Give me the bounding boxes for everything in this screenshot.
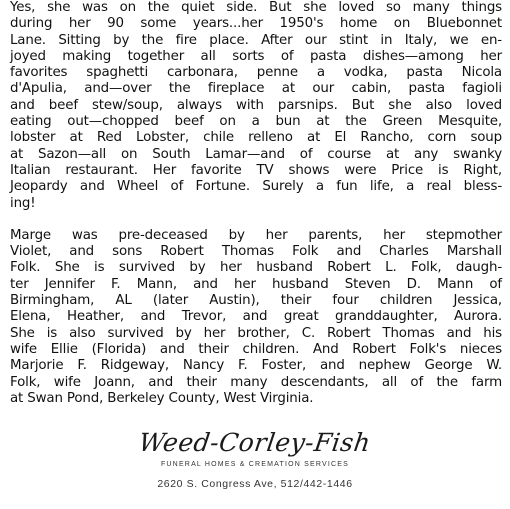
text-line: Birmingham, AL (later Austin), their four children Jessica,	[10, 293, 502, 309]
text-line: ter Jennifer F. Mann, and her husband Steven D. Mann of	[10, 276, 502, 292]
funeral-home-logo: Weed-Corley-Fish	[137, 428, 373, 457]
text-line: Italian restaurant. Her favorite TV shows were Price is Right,	[10, 162, 502, 178]
text-line: Elena, Heather, and Trevor, and great granddaughter, Aurora.	[10, 309, 502, 325]
text-line: Folk, wife Joann, and their many descendants, all of the farm	[10, 374, 502, 390]
text-line: Jeopardy and Wheel of Fortune. Surely a fun life, a real bless-	[10, 179, 502, 195]
text-line: during her 90 some years...her 1950's home on Bluebonnet	[10, 16, 502, 32]
text-line: ing!	[10, 195, 36, 211]
text-line: and beef stew/soup, always with parsnips. But she also loved	[10, 97, 502, 113]
obituary-paragraph-2	[10, 228, 502, 407]
text-line: joyed making together all sorts of pasta dishes—among her	[10, 48, 502, 64]
funeral-home-tagline: FUNERAL HOMES & CREMATION SERVICES	[160, 461, 350, 468]
obituary-text	[10, 0, 502, 407]
text-line: d'Apulia, and—over the fireplace at our cabin, pasta fagioli	[10, 81, 502, 97]
funeral-home-footer	[0, 428, 510, 491]
text-line: Marge was pre-deceased by her parents, her stepmother	[10, 227, 502, 243]
text-line: eating out—chopped beef on a bun at the Green Mesquite,	[10, 114, 502, 130]
funeral-home-address: 2620 S. Congress Ave, 512/442-1446	[157, 478, 353, 490]
text-line: Folk. She is survived by her husband Robert L. Folk, daugh-	[10, 260, 502, 276]
text-line: Marjorie F. Ridgeway, Nancy F. Foster, and nephew George W.	[10, 358, 502, 374]
text-line: at Sazon—all on South Lamar—and of course at any swanky	[10, 146, 502, 162]
text-line: favorites spaghetti carbonara, penne a vodka, pasta Nicola	[10, 65, 502, 81]
paragraph-gap	[10, 212, 502, 228]
text-line: Violet, and sons Robert Thomas Folk and Charles Marshall	[10, 244, 502, 260]
obituary-paragraph-1	[10, 0, 502, 212]
text-line: at Swan Pond, Berkeley County, West Virginia.	[10, 390, 314, 406]
text-line: wife Ellie (Florida) and their children. And Robert Folk's nieces	[10, 341, 502, 357]
text-line: She is also survived by her brother, C. Robert Thomas and his	[10, 325, 502, 341]
text-line: lobster at Red Lobster, chile relleno at El Rancho, corn soup	[10, 130, 502, 146]
text-line: Yes, she was on the quiet side. But she loved so many things	[10, 0, 502, 15]
text-line: Lane. Sitting by the fire place. After our stint in Italy, we en-	[10, 32, 502, 48]
